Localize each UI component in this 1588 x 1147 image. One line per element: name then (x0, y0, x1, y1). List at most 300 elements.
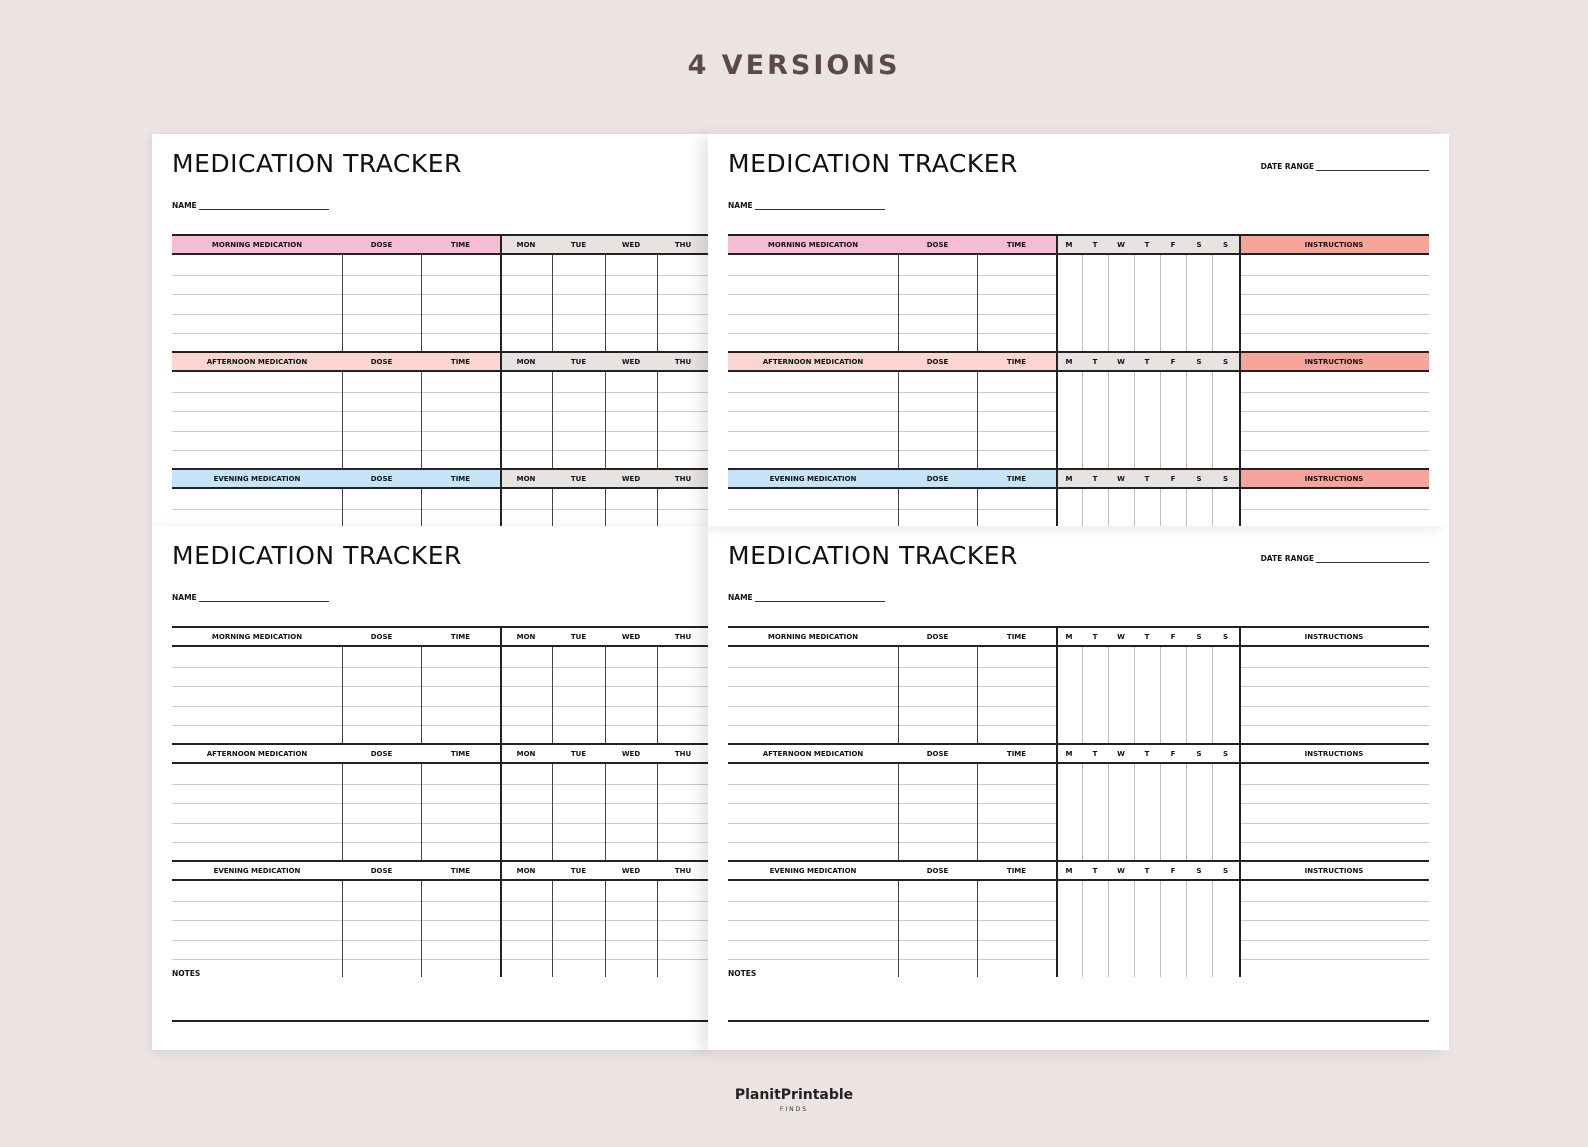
day-column-line (657, 255, 658, 351)
day-header: F (1160, 470, 1186, 487)
day-header: WED (621, 632, 641, 641)
row-line (1239, 333, 1429, 334)
medication-section (728, 468, 1429, 526)
tracker-version-3 (152, 526, 708, 1050)
section-title: AFTERNOON MEDICATION (762, 749, 864, 758)
section-header (172, 743, 708, 764)
column-line (977, 881, 978, 977)
dose-header: DOSE (370, 749, 393, 758)
dose-header: DOSE (898, 470, 977, 487)
section-grid (728, 647, 1429, 743)
row-line (1239, 803, 1429, 804)
day-header: WED (605, 470, 657, 487)
day-column-line (657, 647, 658, 743)
row-line (728, 940, 1056, 941)
day-header: S (1186, 470, 1212, 487)
column-line (977, 647, 978, 743)
row-line (172, 275, 708, 276)
column-line (342, 489, 343, 526)
day-column-line (1160, 255, 1161, 351)
headline: 4 VERSIONS (687, 50, 901, 81)
section-header (172, 351, 708, 372)
day-column-line (605, 647, 606, 743)
column-line (1056, 764, 1058, 860)
column-line (421, 647, 422, 743)
row-line (1239, 275, 1429, 276)
day-column-line (1108, 372, 1109, 468)
row-line (1239, 314, 1429, 315)
column-line (1239, 764, 1241, 860)
name-field (172, 593, 329, 602)
column-line (898, 647, 899, 743)
row-line (1239, 842, 1429, 843)
column-line (500, 255, 502, 351)
day-header: T (1144, 749, 1150, 758)
day-column-line (1134, 489, 1135, 526)
section-title: MORNING MEDICATION (728, 236, 898, 253)
row-line (728, 686, 1056, 687)
header-divider (1056, 236, 1058, 253)
header-divider (1239, 470, 1241, 487)
section-grid (172, 372, 708, 468)
row-line (1239, 431, 1429, 432)
day-column-line (1108, 255, 1109, 351)
medication-section (172, 234, 708, 351)
tracker-tables (728, 234, 1429, 526)
day-column-line (605, 255, 606, 351)
row-line (728, 901, 1056, 902)
header-divider (1239, 236, 1241, 253)
time-header: TIME (1006, 749, 1027, 758)
medication-section (728, 351, 1429, 468)
brand-name: PlanitPrintable (734, 1087, 854, 1103)
section-header (728, 743, 1429, 764)
dose-header: DOSE (926, 749, 949, 758)
page-title: MEDICATION TRACKER (728, 541, 1018, 570)
day-column-line (1186, 372, 1187, 468)
section-grid (728, 372, 1429, 468)
time-header: TIME (1006, 632, 1027, 641)
day-header: THU (657, 236, 708, 253)
day-header: M (1056, 236, 1082, 253)
column-line (977, 372, 978, 468)
day-header: THU (674, 866, 692, 875)
section-grid (172, 647, 708, 743)
row-line (172, 920, 708, 921)
row-line (1239, 784, 1429, 785)
day-header: WED (621, 866, 641, 875)
day-header: TUE (570, 632, 587, 641)
row-line (1239, 392, 1429, 393)
day-header: THU (674, 632, 692, 641)
column-line (1239, 255, 1241, 351)
column-line (342, 881, 343, 977)
column-line (342, 372, 343, 468)
header-divider (1239, 862, 1241, 879)
day-header: MON (516, 749, 536, 758)
day-column-line (605, 489, 606, 526)
time-header: TIME (450, 632, 471, 641)
day-header: TUE (552, 236, 605, 253)
medication-section (172, 743, 708, 860)
instructions-header: INSTRUCTIONS (1304, 866, 1364, 875)
day-column-line (1160, 881, 1161, 977)
section-grid (172, 881, 708, 977)
row-line (1239, 725, 1429, 726)
column-line (1056, 255, 1058, 351)
instructions-header: INSTRUCTIONS (1304, 632, 1364, 641)
column-line (1239, 647, 1241, 743)
day-header: WED (605, 236, 657, 253)
dose-header: DOSE (342, 470, 421, 487)
section-title: EVENING MEDICATION (769, 866, 857, 875)
day-header: S (1196, 749, 1202, 758)
row-line (172, 901, 708, 902)
section-title: AFTERNOON MEDICATION (728, 353, 898, 370)
row-line (1239, 450, 1429, 451)
column-line (1239, 372, 1241, 468)
medication-section (172, 626, 708, 743)
tracker-tables (728, 626, 1429, 977)
column-line (1056, 647, 1058, 743)
date-range-label: DATE RANGE (1260, 162, 1314, 171)
notes-label: NOTES (728, 969, 757, 978)
day-header: THU (657, 353, 708, 370)
name-underline (199, 201, 329, 210)
section-header (172, 860, 708, 881)
day-header: T (1092, 866, 1098, 875)
page-title: MEDICATION TRACKER (728, 149, 1018, 178)
day-header: M (1065, 632, 1073, 641)
day-header: S (1222, 866, 1229, 875)
day-header: THU (657, 470, 708, 487)
header-divider (500, 745, 502, 762)
day-column-line (1082, 647, 1083, 743)
row-line (1239, 920, 1429, 921)
column-line (977, 489, 978, 526)
column-line (421, 489, 422, 526)
time-header: TIME (1006, 866, 1027, 875)
name-label: NAME (728, 593, 753, 602)
date-range-underline (1316, 554, 1429, 563)
day-header: W (1108, 470, 1134, 487)
day-column-line (1134, 764, 1135, 860)
day-header: MON (500, 470, 552, 487)
instructions-header: INSTRUCTIONS (1239, 353, 1429, 370)
day-column-line (1082, 372, 1083, 468)
day-column-line (1160, 647, 1161, 743)
column-line (500, 764, 502, 860)
time-header: TIME (421, 236, 500, 253)
day-header: F (1170, 866, 1176, 875)
time-header: TIME (421, 353, 500, 370)
column-line (500, 647, 502, 743)
day-column-line (552, 764, 553, 860)
day-header: S (1186, 353, 1212, 370)
dose-header: DOSE (898, 353, 977, 370)
day-header: WED (605, 353, 657, 370)
dose-header: DOSE (926, 866, 949, 875)
section-grid (172, 489, 708, 526)
row-line (728, 431, 1056, 432)
time-header: TIME (977, 470, 1056, 487)
header-divider (1056, 470, 1058, 487)
date-range-label: DATE RANGE (1260, 554, 1314, 563)
row-line (728, 706, 1056, 707)
tracker-version-4 (708, 526, 1449, 1050)
column-line (342, 647, 343, 743)
header-divider (1056, 745, 1058, 762)
header-divider (1239, 745, 1241, 762)
section-grid (728, 764, 1429, 860)
section-title: AFTERNOON MEDICATION (206, 749, 308, 758)
row-line (1239, 940, 1429, 941)
column-line (898, 372, 899, 468)
medication-section (728, 743, 1429, 860)
tracker-version-1 (152, 134, 708, 526)
row-line (172, 392, 708, 393)
day-column-line (1134, 647, 1135, 743)
time-header: TIME (450, 749, 471, 758)
day-header: T (1144, 866, 1150, 875)
day-header: TUE (570, 749, 587, 758)
section-grid (172, 255, 708, 351)
day-column-line (1160, 764, 1161, 860)
header-divider (1239, 628, 1241, 645)
day-column-line (1134, 372, 1135, 468)
day-header: W (1117, 632, 1125, 641)
row-line (728, 275, 1056, 276)
header-divider (1056, 628, 1058, 645)
tracker-tables (172, 234, 708, 526)
name-label: NAME (172, 201, 197, 210)
row-line (1239, 706, 1429, 707)
day-header: S (1222, 749, 1229, 758)
day-column-line (552, 881, 553, 977)
row-line (172, 509, 708, 510)
day-column-line (1186, 489, 1187, 526)
row-line (728, 294, 1056, 295)
notes-underline (728, 1020, 1429, 1022)
day-header: S (1212, 236, 1239, 253)
day-column-line (1108, 764, 1109, 860)
day-header: T (1144, 632, 1150, 641)
row-line (728, 823, 1056, 824)
medication-section (172, 468, 708, 526)
column-line (898, 764, 899, 860)
row-line (1239, 823, 1429, 824)
dose-header: DOSE (370, 632, 393, 641)
day-header: W (1108, 353, 1134, 370)
section-grid (728, 255, 1429, 351)
column-line (977, 255, 978, 351)
row-line (172, 686, 708, 687)
day-header: F (1170, 632, 1176, 641)
brand-subtitle: FINDS (779, 1106, 809, 1113)
notes-label: NOTES (172, 969, 201, 978)
day-header: W (1117, 866, 1125, 875)
name-field (172, 201, 329, 210)
day-header: MON (516, 866, 536, 875)
page-title: MEDICATION TRACKER (172, 149, 462, 178)
day-column-line (1082, 255, 1083, 351)
header-divider (1056, 862, 1058, 879)
day-header: S (1196, 632, 1202, 641)
column-line (421, 764, 422, 860)
day-column-line (1108, 881, 1109, 977)
row-line (728, 842, 1056, 843)
row-line (172, 784, 708, 785)
instructions-header: INSTRUCTIONS (1239, 470, 1429, 487)
column-line (1056, 489, 1058, 526)
column-line (421, 255, 422, 351)
row-line (1239, 959, 1429, 960)
tracker-version-2 (708, 134, 1449, 526)
name-underline (755, 201, 885, 210)
section-title: EVENING MEDICATION (172, 470, 342, 487)
row-line (728, 725, 1056, 726)
instructions-header: INSTRUCTIONS (1304, 749, 1364, 758)
section-grid (728, 881, 1429, 977)
day-header: F (1160, 353, 1186, 370)
medication-section (728, 626, 1429, 743)
date-range-field (1261, 162, 1429, 171)
day-header: S (1196, 866, 1202, 875)
day-column-line (552, 372, 553, 468)
column-line (500, 489, 502, 526)
tracker-tables (172, 626, 708, 977)
page-title: MEDICATION TRACKER (172, 541, 462, 570)
header-divider (500, 470, 502, 487)
day-header: F (1160, 236, 1186, 253)
row-line (728, 411, 1056, 412)
day-column-line (657, 372, 658, 468)
day-header: W (1108, 236, 1134, 253)
day-column-line (1108, 489, 1109, 526)
section-grid (172, 764, 708, 860)
time-header: TIME (421, 470, 500, 487)
header-divider (500, 236, 502, 253)
row-line (172, 667, 708, 668)
row-line (728, 667, 1056, 668)
column-line (1239, 489, 1241, 526)
day-header: S (1212, 470, 1239, 487)
day-header: MON (500, 353, 552, 370)
day-column-line (1212, 489, 1213, 526)
section-grid (728, 489, 1429, 526)
day-column-line (657, 489, 658, 526)
day-header: W (1117, 749, 1125, 758)
row-line (172, 959, 708, 960)
day-header: M (1065, 866, 1073, 875)
day-column-line (1134, 881, 1135, 977)
column-line (500, 372, 502, 468)
day-column-line (1160, 372, 1161, 468)
header-divider (500, 353, 502, 370)
day-column-line (1082, 764, 1083, 860)
day-column-line (1212, 647, 1213, 743)
day-header: TUE (552, 353, 605, 370)
day-header: T (1082, 353, 1108, 370)
column-line (898, 489, 899, 526)
row-line (1239, 667, 1429, 668)
row-line (728, 803, 1056, 804)
day-column-line (1160, 489, 1161, 526)
header-divider (500, 862, 502, 879)
day-header: T (1134, 236, 1160, 253)
row-line (172, 842, 708, 843)
section-title: MORNING MEDICATION (767, 632, 859, 641)
section-title: EVENING MEDICATION (728, 470, 898, 487)
row-line (728, 509, 1056, 510)
date-range-underline (1316, 162, 1429, 171)
day-header: T (1082, 470, 1108, 487)
section-title: MORNING MEDICATION (211, 632, 303, 641)
row-line (172, 450, 708, 451)
day-header: S (1222, 632, 1229, 641)
day-header: TUE (570, 866, 587, 875)
day-header: T (1092, 749, 1098, 758)
column-line (342, 255, 343, 351)
section-title: AFTERNOON MEDICATION (172, 353, 342, 370)
time-header: TIME (977, 236, 1056, 253)
day-column-line (605, 764, 606, 860)
date-range-field (1261, 554, 1429, 563)
day-column-line (1186, 881, 1187, 977)
day-column-line (605, 881, 606, 977)
day-column-line (1186, 647, 1187, 743)
day-column-line (1082, 881, 1083, 977)
section-header (172, 468, 708, 489)
row-line (1239, 509, 1429, 510)
dose-header: DOSE (898, 236, 977, 253)
medication-section (172, 860, 708, 977)
day-column-line (657, 764, 658, 860)
row-line (172, 823, 708, 824)
row-line (172, 940, 708, 941)
day-header: WED (621, 749, 641, 758)
day-header: TUE (552, 470, 605, 487)
day-column-line (552, 255, 553, 351)
day-column-line (1134, 255, 1135, 351)
day-column-line (1212, 881, 1213, 977)
row-line (1239, 901, 1429, 902)
row-line (728, 450, 1056, 451)
row-line (172, 411, 708, 412)
row-line (172, 314, 708, 315)
dose-header: DOSE (926, 632, 949, 641)
day-header: S (1212, 353, 1239, 370)
name-underline (199, 593, 329, 602)
row-line (1239, 294, 1429, 295)
row-line (728, 784, 1056, 785)
day-column-line (552, 489, 553, 526)
name-field (728, 201, 885, 210)
row-line (172, 333, 708, 334)
header-divider (1239, 353, 1241, 370)
day-column-line (1108, 647, 1109, 743)
column-line (1056, 881, 1058, 977)
row-line (172, 294, 708, 295)
name-label: NAME (172, 593, 197, 602)
section-header (728, 468, 1429, 489)
day-column-line (1082, 489, 1083, 526)
dose-header: DOSE (342, 353, 421, 370)
instructions-header: INSTRUCTIONS (1239, 236, 1429, 253)
row-line (1239, 411, 1429, 412)
day-header: THU (674, 749, 692, 758)
day-header: M (1065, 749, 1073, 758)
